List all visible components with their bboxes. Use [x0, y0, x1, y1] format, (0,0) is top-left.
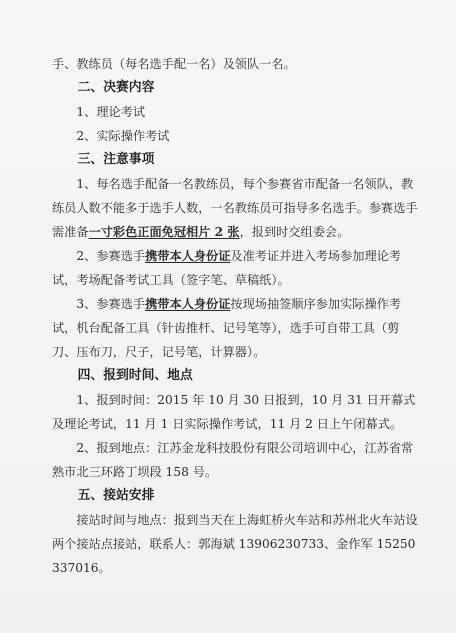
sec3-paragraph-1 — [52, 172, 418, 244]
section-heading-2: 二、决赛内容 — [77, 80, 155, 95]
sec4-paragraph-2: 2、报到地点：江苏金龙科技股份有限公司培训中心，江苏省常熟市北三环路丁坝段 158 号。 — [52, 441, 414, 479]
id-card-requirement: 携带本人身份证 — [145, 249, 231, 263]
sec2-item-1: 1、理论考试 — [76, 105, 146, 119]
sec3-paragraph-2 — [52, 244, 418, 292]
sec3-p1-text-a: 1、每名选手配备一名教练员，每个参赛省市配备一名领队，教练员人数不能多于选手人数，一名教练员可指导多名选手。参赛选手需准备 — [52, 177, 418, 239]
sec2-item-2: 2、实际操作考试 — [76, 129, 170, 143]
section-heading-4: 四、报到时间、地点 — [77, 368, 193, 383]
sec3-paragraph-3 — [52, 292, 418, 364]
sec4-paragraph-1: 1、报到时间：2015 年 10 月 30 日报到，10 月 31 日开幕式及理论考试，11 月 1 日实际操作考试，11 月 2 日上午闭幕式。 — [52, 393, 416, 431]
section-heading-5: 五、接站安排 — [77, 488, 155, 503]
sec5-paragraph-1: 接站时间与地点：报到当天在上海虹桥火车站和苏州北火车站设两个接站点接站，联系人：郭海斌 13906230733、金作军 15250337016。 — [52, 513, 418, 575]
sec3-p2-text-a: 2、参赛选手 — [76, 249, 146, 263]
photo-requirement: 一寸彩色正面免冠相片 2 张 — [88, 225, 240, 239]
sec3-p3-text-a: 3、参赛选手 — [76, 297, 146, 311]
section-heading-3: 三、注意事项 — [77, 152, 155, 167]
sec3-p1-text-b: ，报到时交组委会。 — [239, 225, 350, 239]
top-line: 手、教练员（每名选手配一名）及领队一名。 — [52, 57, 296, 71]
sec3-p2-text-b: 及准考证并进入考场参加理论考试，考场配备考试工具（签字笔、草稿纸）。 — [52, 249, 402, 287]
id-card-requirement-2: 携带本人身份证 — [145, 297, 231, 311]
sec3-p3-text-b: 按现场抽签顺序参加实际操作考试，机台配备工具（针齿推杆、记号笔等），选手可自带工具（剪刀、压布刀，尺子，记号笔，计算器）。 — [52, 297, 402, 359]
